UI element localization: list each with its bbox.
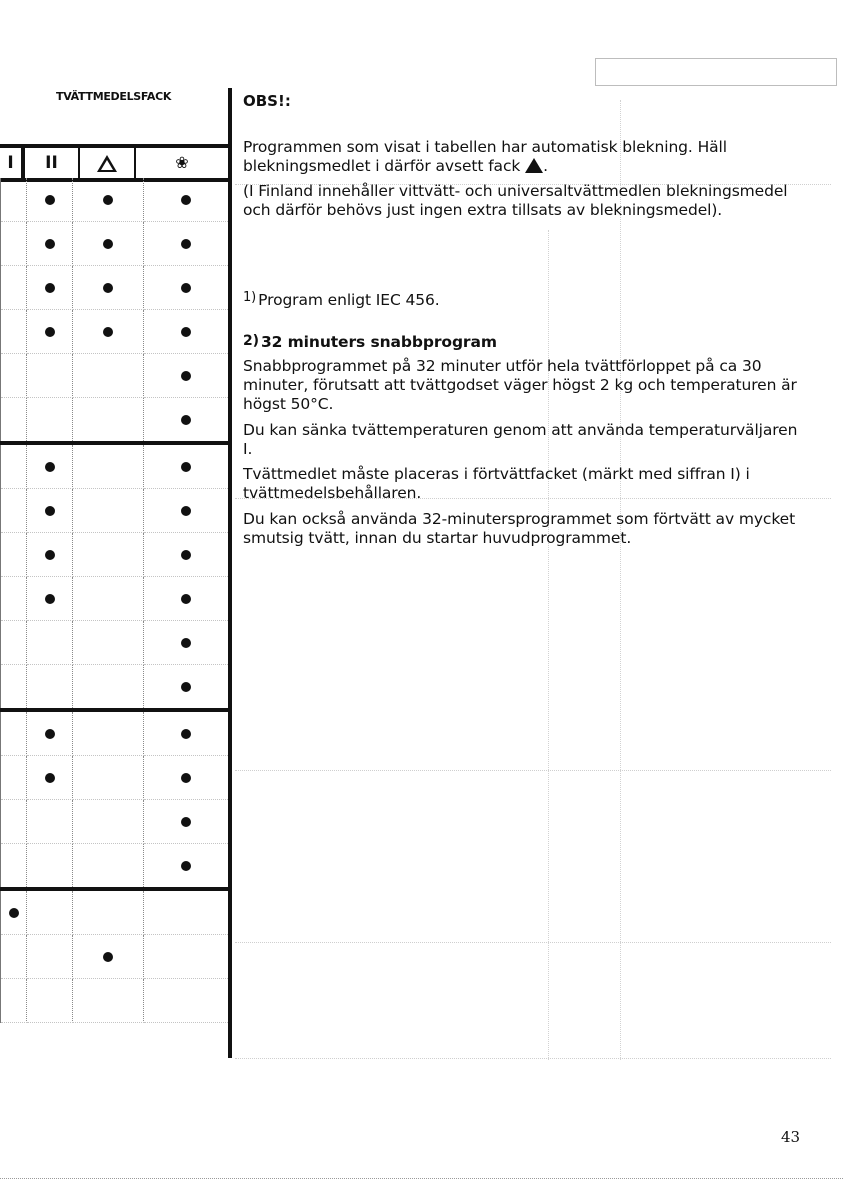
footnote-2-number: 2) xyxy=(243,333,259,349)
filled-dot-icon xyxy=(181,371,191,381)
table-row xyxy=(1,266,231,310)
page-number: 43 xyxy=(781,1128,801,1146)
filled-dot-icon xyxy=(181,195,191,205)
filled-dot-icon xyxy=(103,195,113,205)
table-cell xyxy=(144,800,230,844)
table-cell xyxy=(72,577,144,621)
table-cell xyxy=(72,889,144,935)
table-cell xyxy=(1,266,27,310)
table-row xyxy=(1,354,231,398)
detergent-table-header xyxy=(0,144,232,182)
table-cell xyxy=(72,443,144,489)
table-cell xyxy=(72,178,144,222)
filled-dot-icon xyxy=(45,283,55,293)
table-cell xyxy=(27,222,72,266)
filled-dot-icon xyxy=(45,506,55,516)
paragraph-temperature: Du kan sänka tvättemperaturen genom att använda temperaturväljaren I. xyxy=(243,421,798,458)
filled-dot-icon xyxy=(181,327,191,337)
table-cell xyxy=(27,935,72,979)
header-compartment-1: I xyxy=(0,148,23,178)
footnote-2-title: 32 minuters snabbprogram xyxy=(260,333,497,351)
footnote-1-number: 1) xyxy=(243,290,257,305)
filled-dot-icon xyxy=(181,506,191,516)
table-cell xyxy=(27,310,72,354)
filled-dot-icon xyxy=(45,239,55,249)
table-cell xyxy=(144,621,230,665)
obs-label: OBS!: xyxy=(243,92,291,110)
table-cell xyxy=(72,398,144,444)
table-cell xyxy=(144,398,230,444)
page-bottom-rule xyxy=(0,1178,843,1179)
table-cell xyxy=(72,665,144,711)
table-cell xyxy=(1,665,27,711)
footnote-2-heading xyxy=(243,332,803,352)
table-row xyxy=(1,489,231,533)
detergent-table-title: TVÄTTMEDELSFACK xyxy=(56,90,172,103)
table-cell xyxy=(72,489,144,533)
table-cell xyxy=(144,310,230,354)
footnote-1-text: Program enligt IEC 456. xyxy=(258,291,440,309)
table-cell xyxy=(1,489,27,533)
table-cell xyxy=(144,710,230,756)
filled-dot-icon xyxy=(181,594,191,604)
filled-dot-icon xyxy=(181,638,191,648)
table-row xyxy=(1,935,231,979)
table-row xyxy=(1,979,231,1023)
filled-dot-icon xyxy=(103,327,113,337)
flower-icon: ❀ xyxy=(175,153,189,172)
table-cell xyxy=(1,533,27,577)
table-cell xyxy=(144,266,230,310)
paragraph-prewash: Du kan också använda 32-minutersprogrammet som förtvätt av mycket smutsig tvätt, innan du startar huvudprogrammet. xyxy=(243,510,796,547)
table-cell xyxy=(27,443,72,489)
table-row xyxy=(1,889,231,935)
paragraph-detergent-placement: Tvättmedlet måste placeras i förtvättfacket (märkt med siffran I) i tvättmedelsbehållaren. xyxy=(243,465,750,502)
filled-dot-icon xyxy=(103,239,113,249)
header-compartment-bleach xyxy=(80,148,136,178)
table-cell xyxy=(27,889,72,935)
filled-dot-icon xyxy=(181,462,191,472)
filled-dot-icon xyxy=(181,283,191,293)
table-row xyxy=(1,398,231,444)
table-cell xyxy=(144,979,230,1023)
paragraph-bleaching xyxy=(243,138,803,176)
table-cell xyxy=(27,621,72,665)
table-row xyxy=(1,665,231,711)
triangle-icon xyxy=(97,155,117,172)
table-cell xyxy=(1,577,27,621)
filled-dot-icon xyxy=(45,195,55,205)
filled-dot-icon xyxy=(181,773,191,783)
paragraph-bleaching-text: Programmen som visat i tabellen har automatisk blekning. Häll blekningsmedlet i därför avsett fack xyxy=(243,138,727,175)
filled-dot-icon xyxy=(103,283,113,293)
filled-dot-icon xyxy=(45,327,55,337)
table-row xyxy=(1,621,231,665)
table-cell xyxy=(27,489,72,533)
table-cell xyxy=(144,443,230,489)
bleed-through-line xyxy=(235,1058,831,1059)
table-row xyxy=(1,533,231,577)
table-row xyxy=(1,710,231,756)
table-cell xyxy=(27,577,72,621)
table-cell xyxy=(72,621,144,665)
paragraph-bleaching-end: . xyxy=(543,157,548,175)
filled-dot-icon xyxy=(45,729,55,739)
filled-dot-icon xyxy=(181,415,191,425)
table-cell xyxy=(144,533,230,577)
table-cell xyxy=(1,756,27,800)
table-cell xyxy=(72,756,144,800)
table-cell xyxy=(27,800,72,844)
table-cell xyxy=(72,310,144,354)
table-cell xyxy=(72,222,144,266)
table-cell xyxy=(27,354,72,398)
filled-dot-icon xyxy=(45,594,55,604)
table-cell xyxy=(27,756,72,800)
filled-dot-icon xyxy=(181,861,191,871)
table-cell xyxy=(72,533,144,577)
bleed-through-line xyxy=(548,230,549,1060)
footnote-1 xyxy=(243,288,803,310)
table-cell xyxy=(27,844,72,890)
table-cell xyxy=(1,710,27,756)
table-row xyxy=(1,178,231,222)
bleed-through-line xyxy=(620,100,621,1060)
triangle-icon xyxy=(525,158,543,173)
table-cell xyxy=(27,266,72,310)
table-cell xyxy=(144,665,230,711)
table-row xyxy=(1,222,231,266)
table-cell xyxy=(27,710,72,756)
header-compartment-softener xyxy=(136,148,232,178)
table-cell xyxy=(27,979,72,1023)
table-cell xyxy=(144,222,230,266)
paragraph-quick-program: Snabbprogrammet på 32 minuter utför hela tvättförloppet på ca 30 minuter, förutsatt att tvättgodset väger högst 2 kg och temperaturen är högst 50°C. xyxy=(243,357,797,413)
detergent-table xyxy=(0,178,232,1023)
table-cell xyxy=(144,844,230,890)
table-cell xyxy=(72,354,144,398)
table-cell xyxy=(27,533,72,577)
table-cell xyxy=(1,443,27,489)
table-cell xyxy=(72,979,144,1023)
table-cell xyxy=(72,266,144,310)
table-row xyxy=(1,756,231,800)
filled-dot-icon xyxy=(45,773,55,783)
table-cell xyxy=(1,844,27,890)
filled-dot-icon xyxy=(103,952,113,962)
table-cell xyxy=(72,800,144,844)
table-cell xyxy=(144,889,230,935)
table-row xyxy=(1,310,231,354)
table-row xyxy=(1,577,231,621)
table-cell xyxy=(144,756,230,800)
table-cell xyxy=(144,935,230,979)
table-cell xyxy=(27,398,72,444)
table-cell xyxy=(1,979,27,1023)
table-cell xyxy=(1,310,27,354)
filled-dot-icon xyxy=(181,817,191,827)
table-cell xyxy=(1,621,27,665)
table-cell xyxy=(1,800,27,844)
filled-dot-icon xyxy=(181,550,191,560)
table-cell xyxy=(144,354,230,398)
bleed-through-line xyxy=(235,770,831,771)
table-cell xyxy=(1,222,27,266)
table-cell xyxy=(1,398,27,444)
table-cell xyxy=(1,178,27,222)
table-cell xyxy=(144,489,230,533)
header-compartment-2: II xyxy=(23,148,80,178)
table-cell xyxy=(27,665,72,711)
table-row xyxy=(1,844,231,890)
table-divider-rule xyxy=(228,88,232,1058)
filled-dot-icon xyxy=(45,462,55,472)
filled-dot-icon xyxy=(181,729,191,739)
table-cell xyxy=(72,844,144,890)
table-cell xyxy=(1,889,27,935)
filled-dot-icon xyxy=(9,908,19,918)
paragraph-finland: (I Finland innehåller vittvätt- och universaltvättmedlen blekningsmedel och därför behövs just ingen extra tillsats av blekningsmedel). xyxy=(243,182,788,219)
bleed-through-box xyxy=(595,58,837,86)
filled-dot-icon xyxy=(181,239,191,249)
table-row xyxy=(1,800,231,844)
table-cell xyxy=(1,935,27,979)
table-cell xyxy=(144,178,230,222)
table-cell xyxy=(72,710,144,756)
filled-dot-icon xyxy=(181,682,191,692)
table-cell xyxy=(72,935,144,979)
table-row xyxy=(1,443,231,489)
table-cell xyxy=(144,577,230,621)
table-cell xyxy=(1,354,27,398)
table-cell xyxy=(27,178,72,222)
bleed-through-line xyxy=(235,942,831,943)
filled-dot-icon xyxy=(45,550,55,560)
